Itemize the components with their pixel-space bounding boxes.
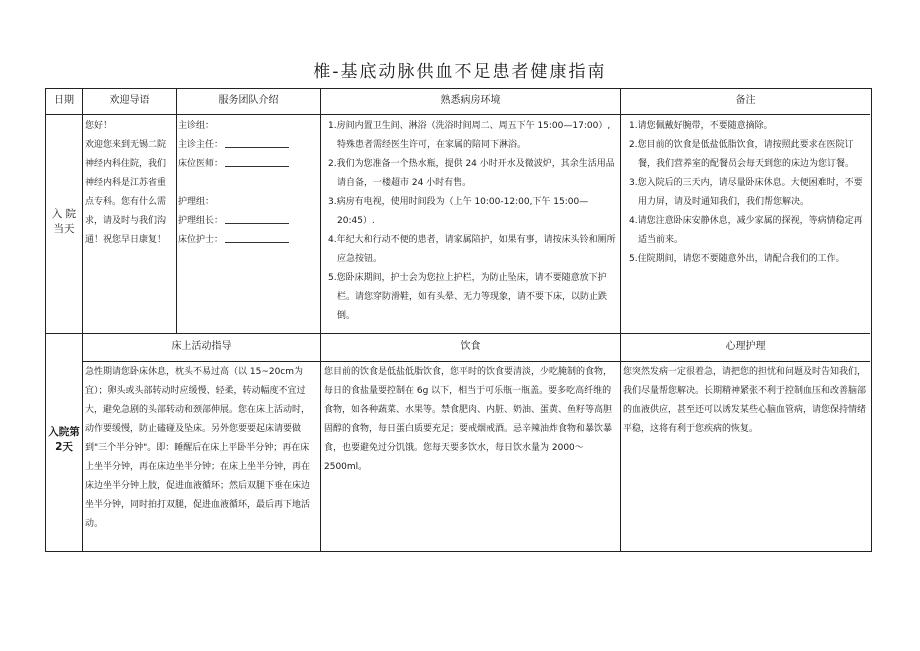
header-environment: 熟悉病房环境 [440,95,501,106]
health-guide-table [45,88,872,552]
col-divider [82,89,83,551]
bed-activity-text: 急性期请您卧床休息，枕头不易过高（以 15~20cm为宜）；卵头或头部转动时应缓慢、轻柔，转动幅度不宜过大，避免急剧的头部转动和颈部伸展。您在床上活动时，动作要缓慢，防止磕碰及坠床。另外您要要起床请要做到"三个半分钟"。即：睡醒后在床上平卧半分钟；再在床上坐半分钟，再在床边坐半分钟；在床上坐半分钟，再在床边坐半分钟上肢，促进血液循环；然后双腿下垂在床边坐半分钟，同时拍打双腿，促进血液循环，最后再下地活动。 [85,367,311,529]
nurse-group-label: 护理组： [178,197,215,207]
bed-nurse-blank [225,231,289,243]
note-item: 3.您入院后的三天内，请尽量卧床休息。大便困难时，不要用力屏，请及时通知我们，我们帮您解决。 [629,178,863,207]
header-psychological-care: 心理护理 [725,341,766,352]
col-divider [320,89,321,551]
env-item: 4.年纪大和行动不便的患者，请家属陪护，如果有事，请按床头铃和厕所应急按钮。 [328,235,616,264]
bed-nurse-label: 床位护士： [178,235,224,245]
col-divider [176,89,177,333]
head-nurse-label: 护理组长： [178,216,224,226]
team-list [178,117,318,250]
chief-doctor-label: 主诊主任： [178,140,224,150]
header-date: 日期 [54,95,74,106]
row-divider [82,361,870,362]
bed-doctor-blank [225,155,289,167]
bed-doctor-label: 床位医师： [178,159,224,169]
header-bed-activity: 床上活动指导 [171,341,232,352]
header-diet: 饮食 [460,341,481,352]
chief-doctor-blank [225,136,289,148]
head-nurse-blank [225,212,289,224]
head-nurse-row [178,212,318,231]
environment-list [328,117,617,326]
note-item: 4.请您注意卧床安静休息，减少家属的探视，等病情稳定再适当前来。 [629,216,863,245]
env-item: 1.房间内置卫生间、淋浴（洗浴时间周二、周五下午 15:00—17:00）,特殊患者需经医生许可，在家属的陪同下淋浴。 [328,121,611,150]
row-divider [46,114,870,115]
chief-doctor-row [178,136,318,155]
header-team: 服务团队介绍 [218,95,279,106]
note-item: 5.住院期间，请您不要随意外出，请配合我们的工作。 [629,254,845,264]
spacer [178,174,318,193]
bed-doctor-row [178,155,318,174]
col-divider [620,89,621,551]
env-item: 2.我们为您准备一个热水瓶，提供 24 小时开水及微波炉，其余生活用品请自备，一楼超市 24 小时有售。 [328,159,615,188]
env-item: 3.病房有电视，使用时间段为（上午 10:00-12:00,下午 15:00—20:45）. [328,197,589,226]
header-welcome: 欢迎导语 [109,95,150,106]
note-item: 2.您目前的饮食是低盐低脂饮食，请按照此要求在医院订餐，我们营养室的配餐员会每天到您的床边为您订餐。 [629,140,855,169]
note-item: 1.请您佩戴好腕带，不要随意摘除。 [629,121,773,131]
chief-group-label: 主诊组： [178,121,215,131]
env-item: 5.您卧床期间，护士会为您拉上护栏，为防止坠床，请不要随意放下护栏。请您穿防滑鞋，如有头晕、无力等现象，请不要下床，以防止跌倒。 [328,273,608,321]
day-label-day2: 入院第 2天 [48,426,80,453]
header-notes: 备注 [735,95,756,106]
page-title: 椎-基底动脉供血不足患者健康指南 [313,62,607,82]
notes-list [629,117,867,269]
day-label-admission: 入 院 当天 [51,208,77,235]
psychological-care-text: 您突然发病一定很着急，请把您的担忧和问题及时告知我们，我们尽量帮您解决。长期精神紧张不利于控制血压和改善脑部的血液供应，甚至还可以诱发某些心脑血管病，请您保持情绪平稳，这将有利于您疾病的恢复。 [623,367,867,434]
row-divider [46,333,870,334]
welcome-text: 您好！ 欢迎您来到无锡二院神经内科住院，我们神经内科是江苏省重点专科。您有什么需求，请及时与我们沟通！祝您早日康复！ [85,121,167,245]
bed-nurse-row [178,231,318,250]
diet-text: 您目前的饮食是低盐低脂饮食，您平时的饮食要清淡，少吃腌制的食物，每日的食盐量要控制在 6g 以下，相当于可乐瓶一瓶盖。要多吃高纤维的食物，如各种蔬菜、水果等。禁食肥肉、内脏、奶油、蛋黄、鱼籽等高胆固醇的食物，每日蛋白质要充足；要戒烟戒酒。忌辛辣油炸食物和暴饮暴食，也要避免过分饥饿。您每天要多饮水，每日饮水量为 2000～2500ml。 [324,367,613,472]
